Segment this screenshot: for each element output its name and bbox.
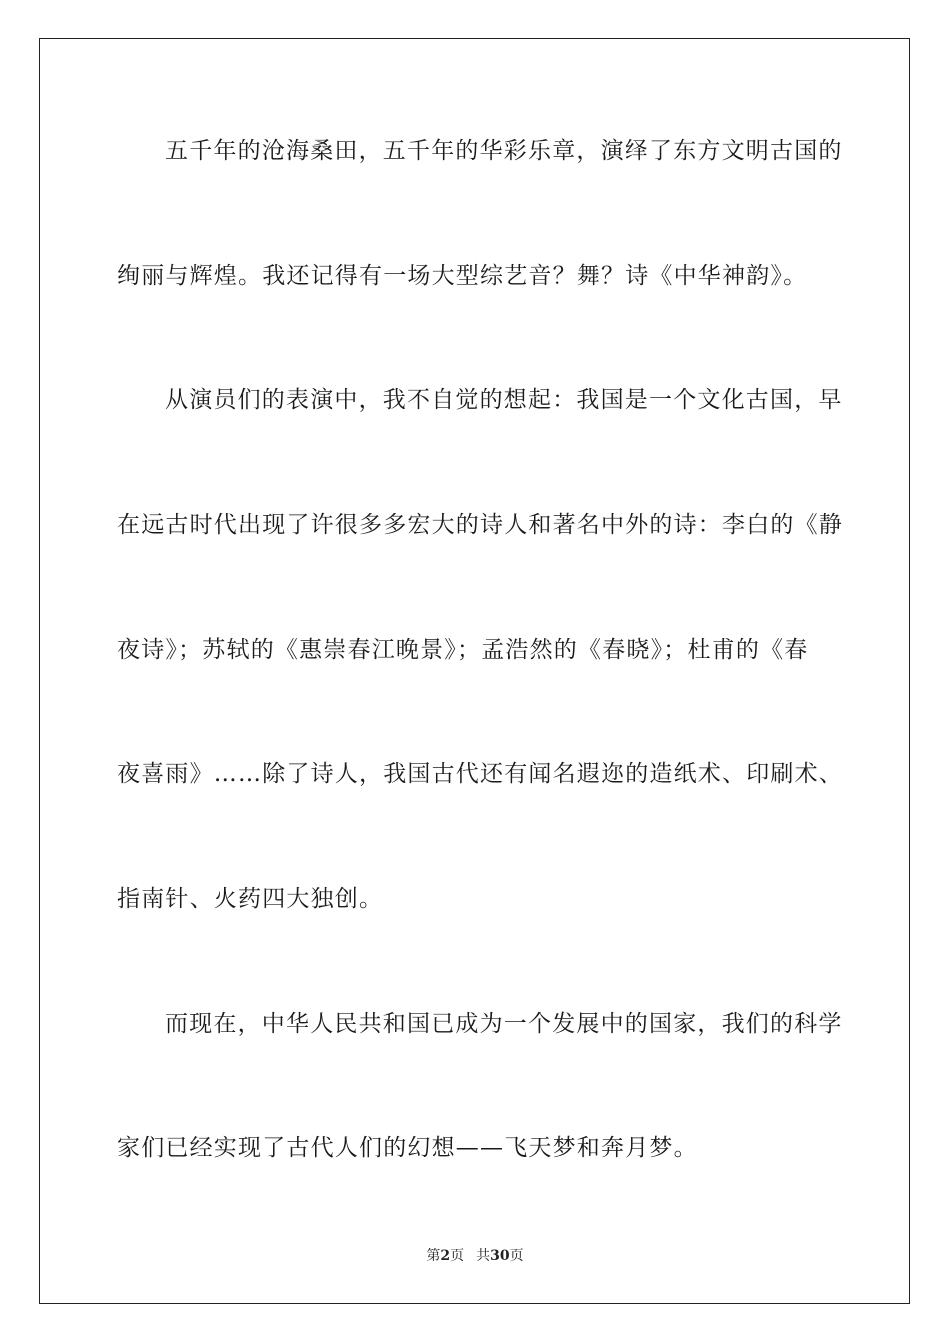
- page-footer: [0, 1247, 950, 1265]
- paragraph-3-line-2: 家们已经实现了古代人们的幻想——飞天梦和奔月梦。: [117, 1135, 698, 1161]
- page-border: [39, 38, 910, 1304]
- total-prefix: 共: [476, 1248, 491, 1264]
- paragraph-1-line-1: 五千年的沧海桑田，五千年的华彩乐章，演绎了东方文明古国的: [165, 138, 843, 164]
- paragraph-1-line-2: 绚丽与辉煌。我还记得有一场大型综艺音？舞？诗《中华神韵》。: [117, 263, 808, 289]
- paragraph-2-line-2: 在远古时代出现了许很多多宏大的诗人和著名中外的诗：李白的《静: [117, 512, 843, 538]
- paragraph-2-line-4: 夜喜雨》……除了诗人，我国古代还有闻名遐迩的造纸术、印刷术、: [117, 761, 843, 787]
- paragraph-2-line-5: 指南针、火药四大独创。: [117, 886, 384, 912]
- total-pages: 30: [490, 1248, 510, 1264]
- paragraph-2-line-3: 夜诗》；苏轼的《惠崇春江晚景》；孟浩然的《春晓》；杜甫的《春: [117, 637, 809, 663]
- page-suffix: 页: [450, 1248, 465, 1264]
- page-number: 2: [440, 1248, 451, 1264]
- paragraph-3-line-1: 而现在，中华人民共和国已成为一个发展中的国家，我们的科学: [165, 1011, 843, 1037]
- paragraph-2-line-1: 从演员们的表演中，我不自觉的想起：我国是一个文化古国，早: [165, 387, 843, 413]
- page-prefix: 第: [426, 1248, 441, 1264]
- total-suffix: 页: [509, 1248, 524, 1264]
